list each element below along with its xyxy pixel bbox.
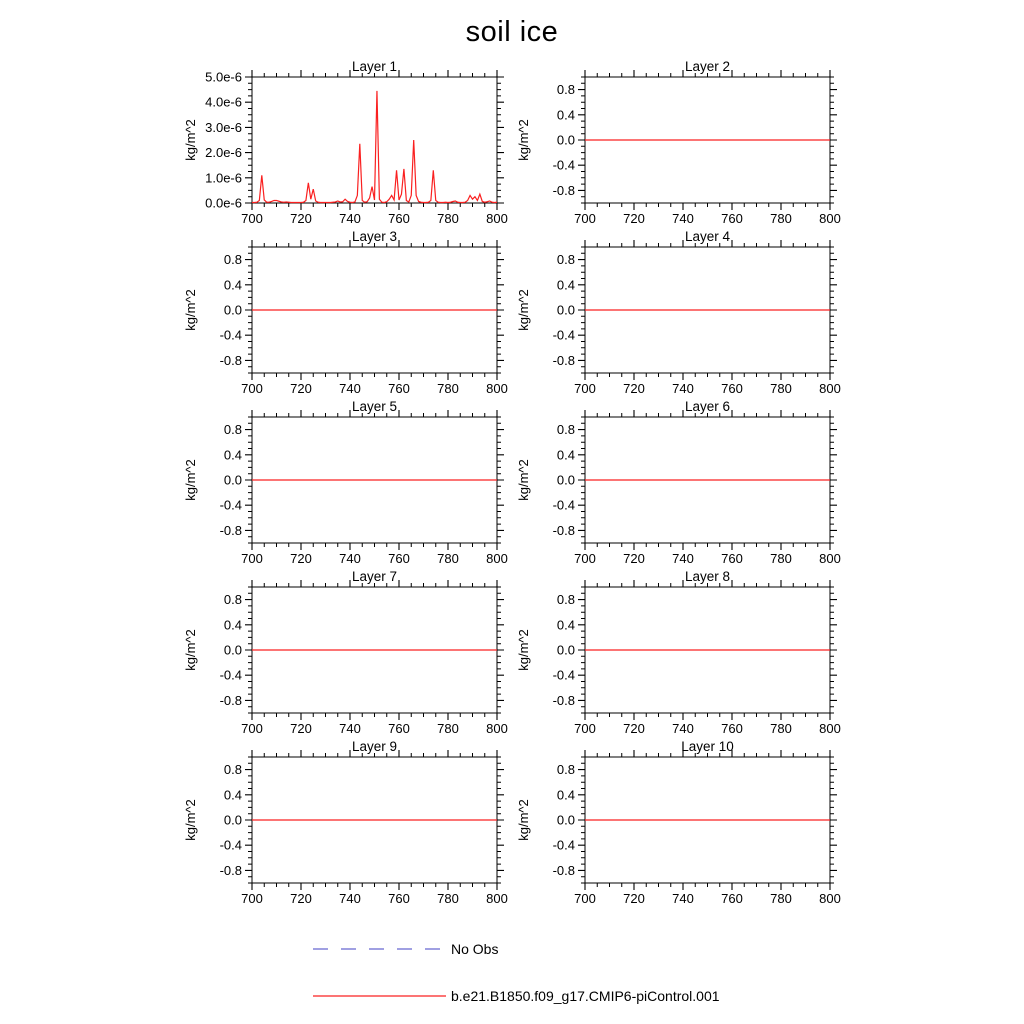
x-tick-label: 800 [486, 551, 508, 566]
legend-series-label: b.e21.B1850.f09_g17.CMIP6-piControl.001 [451, 988, 720, 1004]
x-tick-label: 740 [339, 211, 361, 226]
x-tick-label: 800 [819, 891, 841, 906]
x-tick-label: 780 [770, 381, 792, 396]
x-tick-label: 740 [672, 211, 694, 226]
x-tick-label: 780 [437, 891, 459, 906]
x-tick-label: 740 [672, 381, 694, 396]
y-axis-label: kg/m^2 [183, 629, 198, 671]
x-tick-label: 760 [388, 211, 410, 226]
y-tick-label: -0.4 [219, 327, 242, 343]
x-tick-label: 720 [623, 721, 645, 736]
x-tick-label: 760 [721, 211, 743, 226]
y-tick-label: -0.8 [552, 352, 575, 368]
y-tick-label: 0.0 [556, 302, 575, 318]
subplot-layer-6 [516, 399, 841, 566]
y-tick-label: -0.4 [219, 667, 242, 683]
legend-no-obs-label: No Obs [451, 941, 499, 957]
y-tick-label: 0.0 [556, 812, 575, 828]
y-tick-label: 0.8 [223, 762, 242, 778]
y-tick-label: -0.4 [552, 667, 575, 683]
y-axis-label: kg/m^2 [516, 289, 531, 331]
x-tick-label: 760 [388, 381, 410, 396]
y-tick-label: -0.4 [219, 837, 242, 853]
x-tick-label: 780 [770, 721, 792, 736]
y-tick-label: -0.4 [552, 327, 575, 343]
subplot-layer-10 [516, 739, 841, 906]
subplot-title: Layer 4 [684, 229, 731, 244]
subplot-title: Layer 1 [351, 59, 398, 74]
x-tick-label: 720 [290, 551, 312, 566]
y-axis-label: kg/m^2 [183, 119, 198, 161]
x-tick-label: 700 [574, 721, 596, 736]
subplot-title: Layer 8 [684, 569, 731, 584]
x-tick-label: 700 [241, 891, 263, 906]
subplot-layer-4 [516, 229, 841, 396]
x-tick-label: 700 [241, 551, 263, 566]
y-tick-label: 2.0e-6 [205, 145, 242, 161]
y-tick-label: 0.4 [223, 277, 242, 293]
x-tick-label: 760 [721, 551, 743, 566]
y-tick-label: 0.0 [223, 642, 242, 658]
no-obs-line-sample-icon [312, 941, 447, 957]
x-tick-label: 800 [819, 721, 841, 736]
x-tick-label: 780 [437, 721, 459, 736]
y-tick-label: 0.0 [223, 302, 242, 318]
x-tick-label: 800 [486, 381, 508, 396]
y-tick-label: 0.4 [556, 617, 575, 633]
y-tick-label: 1.0e-6 [205, 170, 242, 186]
y-tick-label: 4.0e-6 [205, 94, 242, 110]
subplot-title: Layer 9 [351, 739, 398, 754]
y-tick-label: 0.0 [223, 472, 242, 488]
y-axis-label: kg/m^2 [183, 289, 198, 331]
y-tick-label: 0.8 [223, 252, 242, 268]
x-tick-label: 700 [574, 211, 596, 226]
x-tick-label: 700 [241, 381, 263, 396]
x-tick-label: 760 [721, 721, 743, 736]
y-tick-label: -0.8 [552, 522, 575, 538]
x-tick-label: 780 [770, 211, 792, 226]
y-tick-label: 0.4 [223, 447, 242, 463]
x-tick-label: 780 [437, 211, 459, 226]
x-tick-label: 800 [486, 211, 508, 226]
subplot-layer-9 [183, 739, 508, 906]
y-axis-label: kg/m^2 [516, 629, 531, 671]
y-tick-label: -0.4 [219, 497, 242, 513]
y-tick-label: 0.0 [556, 642, 575, 658]
x-tick-label: 760 [721, 381, 743, 396]
y-tick-label: 3.0e-6 [205, 119, 242, 135]
x-tick-label: 720 [623, 891, 645, 906]
x-tick-label: 720 [290, 891, 312, 906]
x-tick-label: 760 [721, 891, 743, 906]
y-tick-label: 0.8 [556, 82, 575, 98]
subplot-title: Layer 7 [351, 569, 398, 584]
y-tick-label: 0.4 [223, 617, 242, 633]
y-tick-label: -0.8 [219, 522, 242, 538]
y-tick-label: 0.0 [556, 132, 575, 148]
subplot-layer-8 [516, 569, 841, 736]
x-tick-label: 800 [819, 211, 841, 226]
y-axis-label: kg/m^2 [516, 119, 531, 161]
y-tick-label: 0.8 [556, 592, 575, 608]
y-tick-label: 0.4 [556, 447, 575, 463]
y-tick-label: 0.8 [223, 422, 242, 438]
x-tick-label: 740 [339, 551, 361, 566]
x-tick-label: 700 [574, 891, 596, 906]
x-tick-label: 700 [574, 551, 596, 566]
x-tick-label: 760 [388, 551, 410, 566]
x-tick-label: 800 [819, 551, 841, 566]
y-tick-label: -0.8 [552, 182, 575, 198]
y-tick-label: -0.4 [552, 837, 575, 853]
x-tick-label: 760 [388, 721, 410, 736]
x-tick-label: 740 [339, 721, 361, 736]
y-tick-label: 0.8 [556, 252, 575, 268]
x-tick-label: 800 [486, 721, 508, 736]
y-axis-label: kg/m^2 [516, 459, 531, 501]
x-tick-label: 720 [290, 381, 312, 396]
y-tick-label: -0.8 [219, 862, 242, 878]
y-axis-label: kg/m^2 [516, 799, 531, 841]
legend-no-obs [312, 941, 498, 957]
x-tick-label: 700 [241, 211, 263, 226]
y-tick-label: 0.8 [556, 762, 575, 778]
x-tick-label: 740 [672, 551, 694, 566]
y-tick-label: -0.8 [219, 352, 242, 368]
subplot-title: Layer 10 [681, 739, 734, 754]
y-tick-label: 0.4 [556, 787, 575, 803]
x-tick-label: 700 [574, 381, 596, 396]
x-tick-label: 720 [623, 381, 645, 396]
subplot-title: Layer 2 [684, 59, 731, 74]
series-line-sample-icon [312, 988, 447, 1004]
x-tick-label: 800 [819, 381, 841, 396]
y-tick-label: -0.8 [552, 692, 575, 708]
x-tick-label: 780 [437, 551, 459, 566]
y-tick-label: -0.4 [552, 497, 575, 513]
x-tick-label: 720 [290, 211, 312, 226]
x-tick-label: 740 [672, 721, 694, 736]
x-tick-label: 740 [339, 891, 361, 906]
series-line [252, 91, 497, 203]
y-axis-label: kg/m^2 [183, 799, 198, 841]
subplot-layer-7 [183, 569, 508, 736]
subplot-title: Layer 6 [684, 399, 731, 414]
x-tick-label: 780 [770, 551, 792, 566]
y-tick-label: 0.0 [223, 812, 242, 828]
x-tick-label: 780 [437, 381, 459, 396]
y-tick-label: 0.4 [556, 277, 575, 293]
x-tick-label: 720 [623, 551, 645, 566]
x-tick-label: 720 [623, 211, 645, 226]
y-tick-label: 0.4 [556, 107, 575, 123]
x-tick-label: 760 [388, 891, 410, 906]
page-title: soil ice [465, 16, 559, 48]
y-tick-label: 0.8 [556, 422, 575, 438]
legend-series [312, 988, 720, 1004]
y-axis-label: kg/m^2 [183, 459, 198, 501]
y-tick-label: -0.4 [552, 157, 575, 173]
y-tick-label: -0.8 [552, 862, 575, 878]
x-tick-label: 700 [241, 721, 263, 736]
subplot-layer-2 [516, 59, 841, 226]
x-tick-label: 720 [290, 721, 312, 736]
x-tick-label: 740 [672, 891, 694, 906]
y-tick-label: -0.8 [219, 692, 242, 708]
y-tick-label: 0.0 [556, 472, 575, 488]
y-tick-label: 5.0e-6 [205, 69, 242, 85]
y-tick-label: 0.4 [223, 787, 242, 803]
subplot-layer-1 [183, 59, 508, 226]
y-tick-label: 0.8 [223, 592, 242, 608]
y-tick-label: 0.0e-6 [205, 195, 242, 211]
x-tick-label: 740 [339, 381, 361, 396]
x-tick-label: 800 [486, 891, 508, 906]
subplot-layer-5 [183, 399, 508, 566]
subplot-layer-3 [183, 229, 508, 396]
subplot-title: Layer 3 [351, 229, 398, 244]
x-tick-label: 780 [770, 891, 792, 906]
subplot-title: Layer 5 [351, 399, 398, 414]
